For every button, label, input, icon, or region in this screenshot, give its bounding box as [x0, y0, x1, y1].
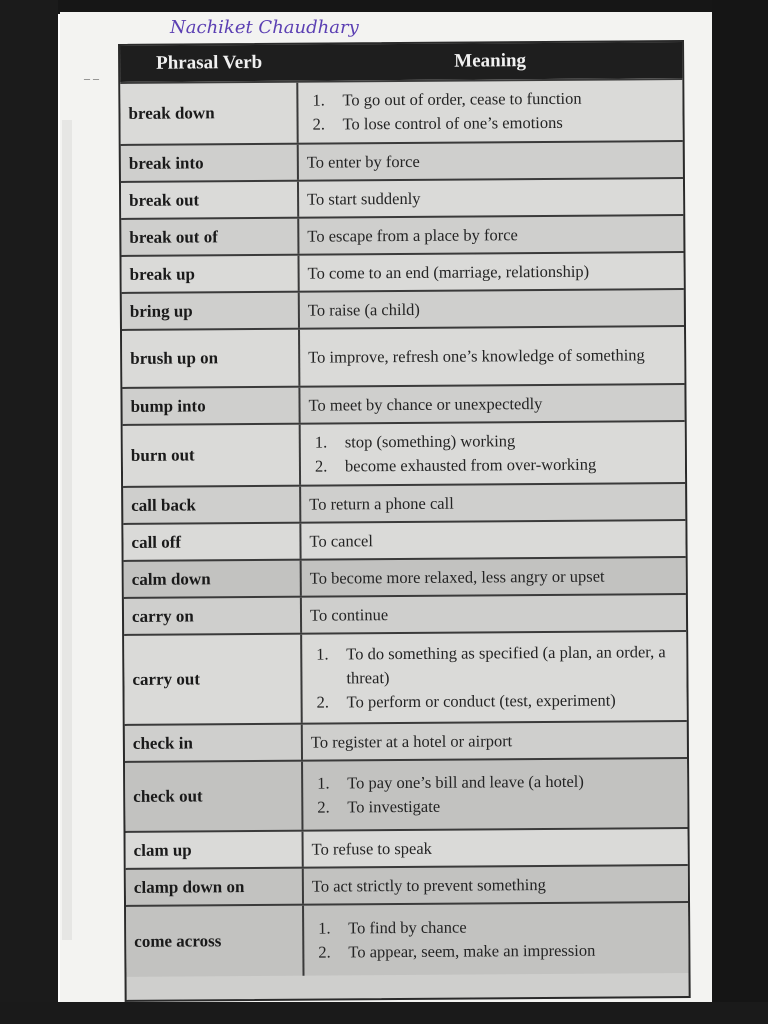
list-number: 1. — [318, 918, 331, 938]
phrasal-verb-cell: bring up — [122, 293, 300, 329]
meaning-cell — [303, 759, 687, 830]
phrasal-verb-cell: calm down — [124, 561, 302, 597]
list-number: 1. — [316, 644, 329, 664]
margin-mark: – – — [84, 71, 99, 85]
meaning-list-item — [310, 640, 678, 691]
phrasal-verb-cell: check in — [125, 725, 303, 761]
phrasal-verb-cell: carry out — [124, 635, 303, 724]
list-number: 1. — [317, 773, 330, 793]
meaning-text: To come to an end (marriage, relationship) — [307, 261, 590, 283]
meaning-cell — [300, 327, 684, 386]
list-number: 2. — [312, 114, 326, 134]
phrasal-verb-table — [118, 40, 691, 1002]
meaning-cell — [302, 558, 686, 596]
meaning-cell — [301, 521, 685, 559]
meaning-text: To lose control of one’s emotions — [342, 112, 563, 134]
table-row — [126, 901, 688, 977]
list-number: 1. — [312, 90, 325, 110]
list-number: 2. — [314, 456, 328, 476]
meaning-cell — [302, 632, 687, 723]
table-row — [123, 482, 685, 523]
meaning-list-item — [306, 110, 674, 137]
phrasal-verb-cell: break out — [121, 182, 299, 218]
meaning-list-item — [311, 769, 679, 796]
meaning-text: To refuse to speak — [311, 838, 432, 859]
meaning-text: To escape from a place by force — [307, 224, 518, 246]
phrasal-verb-cell: break down — [120, 83, 298, 144]
table-row — [126, 827, 688, 868]
table-row — [124, 630, 687, 724]
meaning-list-item — [311, 793, 679, 820]
phrasal-verb-cell: bump into — [122, 388, 300, 424]
table-row — [122, 325, 684, 387]
paper-edge — [62, 120, 72, 940]
header-meaning: Meaning — [454, 50, 527, 72]
phrasal-verb-cell: carry on — [124, 598, 302, 634]
meaning-cell — [300, 385, 684, 423]
list-number: 2. — [318, 942, 331, 962]
meaning-cell — [303, 722, 687, 760]
background-left — [0, 0, 58, 1024]
table-row — [122, 288, 684, 329]
table-row — [121, 140, 683, 181]
meaning-cell — [298, 80, 682, 143]
meaning-cell — [304, 866, 688, 904]
phrasal-verb-cell: burn out — [123, 425, 301, 486]
meaning-list-item — [311, 688, 679, 715]
meaning-text: To investigate — [347, 796, 441, 817]
meaning-text: To improve, refresh one’s knowledge of something — [308, 345, 645, 367]
table-header — [120, 42, 682, 82]
meaning-cell — [301, 422, 685, 485]
meaning-list-item — [312, 938, 680, 965]
phrasal-verb-cell: come across — [126, 906, 304, 977]
table-row — [123, 420, 685, 486]
meaning-cell — [304, 903, 688, 976]
meaning-text: To act strictly to prevent something — [311, 874, 546, 896]
phrasal-verb-cell: clamp down on — [126, 869, 304, 905]
meaning-text: To return a phone call — [309, 493, 454, 514]
meaning-list-item — [309, 452, 677, 479]
meaning-text: To appear, seem, make an impression — [348, 940, 596, 962]
meaning-text: To register at a hotel or airport — [310, 730, 513, 752]
meaning-text: To meet by chance or unexpectedly — [308, 393, 543, 415]
meaning-list-item — [312, 914, 680, 941]
table-row — [121, 214, 683, 255]
meaning-text: To raise (a child) — [307, 299, 420, 320]
table-row — [121, 251, 683, 292]
meaning-list-item — [309, 428, 677, 455]
table-row — [121, 177, 683, 218]
phrasal-verb-cell: break out of — [121, 219, 299, 255]
handwritten-signature: Nachiket Chaudhary — [170, 17, 359, 38]
phrasal-verb-cell: brush up on — [122, 330, 300, 387]
table-row — [126, 864, 688, 905]
table-row — [125, 720, 687, 761]
meaning-cell — [301, 484, 685, 522]
meaning-cell — [299, 216, 683, 254]
meaning-text: become exhausted from over-working — [344, 454, 597, 476]
phrasal-verb-cell: break up — [121, 256, 299, 292]
list-number: 1. — [314, 432, 328, 452]
table-row — [122, 383, 684, 424]
phrasal-verb-cell: break into — [121, 145, 299, 181]
meaning-cell — [304, 829, 688, 867]
table-row — [125, 757, 687, 831]
table-row — [124, 556, 686, 597]
table-row — [120, 78, 682, 144]
background-right — [712, 0, 768, 1024]
phrasal-verb-cell: clam up — [126, 832, 304, 868]
meaning-text: To do something as specified (a plan, an order, a threat) — [346, 642, 666, 688]
meaning-text: To find by chance — [348, 917, 467, 938]
meaning-cell — [302, 595, 686, 633]
meaning-cell — [299, 179, 683, 217]
list-number: 2. — [317, 797, 330, 817]
list-number: 2. — [316, 692, 330, 712]
header-phrasal-verb: Phrasal Verb — [156, 51, 263, 74]
meaning-text: To start suddenly — [307, 188, 421, 209]
meaning-text: stop (something) working — [344, 431, 516, 452]
meaning-text: To perform or conduct (test, experiment) — [346, 690, 616, 712]
meaning-cell — [299, 253, 683, 291]
meaning-cell — [300, 290, 684, 328]
meaning-text: To go out of order, cease to function — [342, 88, 582, 110]
meaning-text: To enter by force — [306, 151, 420, 172]
meaning-text: To become more relaxed, less angry or upset — [309, 566, 605, 588]
meaning-cell — [299, 142, 683, 180]
meaning-text: To continue — [309, 604, 389, 625]
meaning-list-item — [306, 86, 674, 113]
phrasal-verb-cell: call back — [123, 487, 301, 523]
meaning-text: To cancel — [309, 530, 373, 551]
phrasal-verb-cell: call off — [123, 524, 301, 560]
phrasal-verb-cell: check out — [125, 762, 303, 831]
table-row — [124, 593, 686, 634]
table-row — [123, 519, 685, 560]
meaning-text: To pay one’s bill and leave (a hotel) — [347, 771, 584, 793]
background-bottom — [0, 1002, 768, 1024]
table-body — [120, 78, 688, 977]
